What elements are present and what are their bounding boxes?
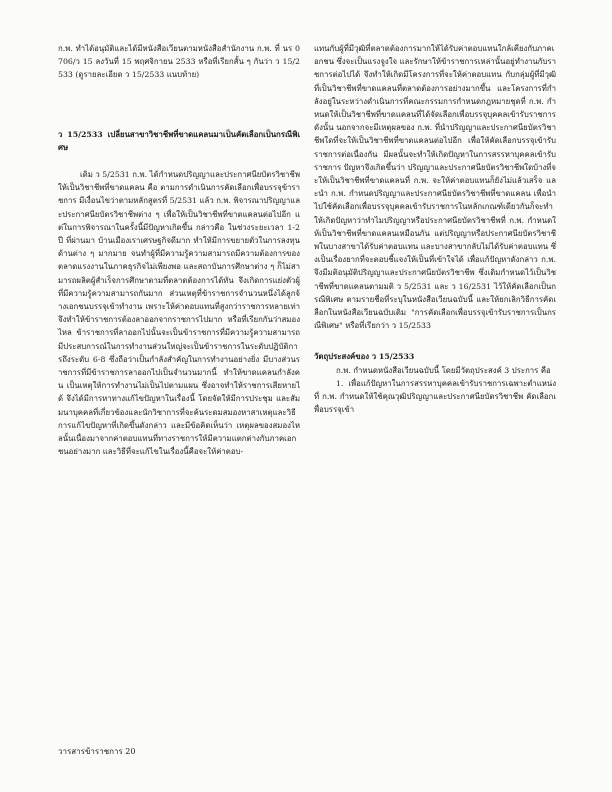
right-column <box>314 42 556 416</box>
body-paragraph: เดิม ว 5/2531 ก.พ. ได้กำหนดปริญญาและประกาศนียบัตรวิชาชีพให้เป็นวิชาชีพที่ขาดแคลน คือ ตามการดำเนินการคัดเลือกเพื่อบรรจุข้าราชการ มีเงื่อนไขว่าตามหลักสูตรที่ 5/2531 แล้ว ก.พ. พิจารณาปริญญาและประกาศนียบัตรวิชาชีพต่าง ๆ เพื่อให้เป็นวิชาชีพที่ขาดแคลนต่อไปอีก แต่ในการพิจารณาในครั้งนี้มีปัญหาเกิดขึ้น กล่าวคือ ในช่วงระยะเวลา 1-2 ปี ที่ผ่านมา บ้านเมืองเราเศรษฐกิจดีมาก ทำให้มีการขยายตัวในการลงทุนด้านต่าง ๆ มากมาย จนทำผู้ที่มีความรู้ความสามารถมีความต้องการของตลาดแรงงานในภาคธุรกิจไม่เพียงพอ และสถาบันการศึกษาต่าง ๆ ก็ไม่สามารถผลิตผู้สำเร็จการศึกษาตามที่ตลาดต้องการได้ทัน จึงเกิดการแย่งตัวผู้ที่มีความรู้ความสามารถกันมาก ส่วนเหตุที่ข้าราชการจำนวนหนึ่งได้ลูกจ้างเอกชนบรรจุเข้าทำงาน เพราะให้ค่าตอบแทนที่สูงกว่าราชการหลายเท่า จึงทำให้ข้าราชการต้องลาออกจากราชการไปมาก หรือที่เรียกกันว่าสมองไหล ข้าราชการที่ลาออกไปนั้นจะเป็นข้าราชการที่มีความรู้ความสามารถมีประสบการณ์ในการทำงานส่วนใหญ่จะเป็นข้าราชการในระดับปฏิบัติการถึงระดับ 6-8 ซึ่งถือว่าเป็นกำลังสำคัญในการทำงานอย่างยิ่ง มีบางส่วนราชการที่มีข้าราชการลาออกไปเป็นจำนวนมากนี้ ทำให้ขาดแคลนกำลังคน เป็นเหตุให้การทำงานไม่เป็นไปตามแผน ซึ่งอาจทำให้ราชการเสียหายได้ จึงได้มีการหาทางแก้ไขปัญหาในเรื่องนี้ โดยจัดให้มีการประชุม และสัมมนาบุคคลที่เกี่ยวข้องและนักวิชาการที่จะค้นระดมสมองหาสาเหตุและวิธีการแก้ไขปัญหาที่เกิดขึ้นดังกล่าว และมีข้อคิดเห็นว่า เหตุผลของสมองไหลนั้นเนื่องมาจากค่าตอบแทนที่ทางราชการให้มีความแตกต่างกับภาคเอกชนอย่างมาก และวิธีที่จะแก้ไขในเรื่องนี้คือจะให้ค่าตอบ- <box>58 170 300 457</box>
intro-paragraph: ก.พ. ทำได้อนุมัติและได้มีหนังสือเวียนตามหนังสือสำนักงาน ก.พ. ที่ นร 0706/ว 15 ลงวันที่ 15 พฤศจิกายน 2533 หรือที่เรียกสั้น ๆ กันว่า ว 15/2533 (ดูรายละเอียด ว 15/2533 แนบท้าย) <box>58 44 300 80</box>
left-column <box>58 42 300 458</box>
objectives-intro: ก.พ. กำหนดหนังสือเวียนฉบับนี้ โดยมีวัตถุประสงค์ 3 ประการ คือ <box>336 365 551 375</box>
objectives-heading: วัตถุประสงค์ของ ว 15/2533 <box>314 352 415 362</box>
objective-1: 1. เพื่อแก้ปัญหาในการสรรหาบุคคลเข้ารับราชการเฉพาะตำแหน่งที่ ก.พ. กำหนดให้ใช้คุณวุฒิปริญญาและประกาศนียบัตรวิชาชีพ คัดเลือกเพื่อบรรจุเข้า <box>314 378 556 415</box>
section-heading: ว 15/2533 เปลี่ยนสาขาวิชาชีพที่ขาดแคลนมาเป็นคัดเลือกเป็นกรณีพิเศษ <box>58 129 300 152</box>
page-footer: วารสารข้าราชการ 20 <box>58 747 136 756</box>
spacer <box>314 332 556 346</box>
body-paragraph-continued: แทนกับผู้ที่มีวุฒิที่ตลาดต้องการมากให้ได้รับค่าตอบแทนใกล้เคียงกับภาคเอกชน ซึ่งจะเป็นแรงจูงใจ และรักษาให้ข้าราชการเหล่านั้นอยู่ทำงานกับราชการต่อไปได้ จึงทำให้เกิดมีโครงการที่จะให้ค่าตอบแทน กับกลุ่มผู้ที่มีวุฒิที่เป็นวิชาชีพที่ขาดแคลนที่ตลาดต้องการอย่างมากขึ้น และโครงการที่กำลังอยู่ในระหว่างดำเนินการที่คณะกรรมการกำหนดกฎหมายชุดที่ ก.พ. กำหนดให้เป็นวิชาชีพที่ขาดแคลนที่ได้จัดเลือกเพื่อบรรจุบุคคลเข้ารับราชการ ดังนั้น นอกจากจะมีเหตุผลของ ก.พ. ที่นำปริญญาและประกาศนียบัตรวิชาชีพใดที่จะให้เป็นวิชาชีพที่ขาดแคลนต่อไปอีก เพื่อให้คัดเลือกบรรจุเข้ารับราชการต่อเนื่องกัน มีผลนั้นจะทำให้เกิดปัญหาในการสรรหาบุคคลเข้ารับราชการ ปัญหาจึงเกิดขึ้นว่า ปริญญาและประกาศนียบัตรวิชาชีพใดบ้างที่จะให้เป็นวิชาชีพที่ขาดแคลนที่ ก.พ. จะให้ค่าตอบแทนก็ยังไม่แล้วเสร็จ และนำ ก.พ. กำหนดปริญญาและประกาศนียบัตรวิชาชีพที่ขาดแคลน เพื่อนำไปใช้คัดเลือกเพื่อบรรจุบุคคลเข้ารับราชการในหลักเกณฑ์เดียวกันก็จะทำให้เกิดปัญหาว่าทำไมปริญญาหรือประกาศนียบัตรวิชาชีพที่ ก.พ. กำหนดให้เป็นวิชาชีพที่ขาดแคลนเหมือนกัน แต่ปริญญาหรือประกาศนียบัตรวิชาชีพในบางสาขาได้รับค่าตอบแทน และบางสาขากลับไม่ได้รับค่าตอบแทน ซึ่งเป็นเรื่องยากที่จะตอบชี้แจงให้เป็นที่เข้าใจได้ เพื่อแก้ปัญหาดังกล่าว ก.พ. จึงมีมติอนุมัติปริญญาและประกาศนียบัตรวิชาชีพ ซึ่งเดิมกำหนดไว้เป็นวิชาชีพที่ขาดแคลนตามมติ ว 5/2531 และ ว 16/2531 ไว้ให้คัดเลือกเป็นกรณีพิเศษ ตามรายชื่อที่ระบุในหนังสือเวียนฉบับนี้ และให้ยกเลิกวิธีการคัดเลือกในหนังสือเวียนฉบับเดิม "การคัดเลือกเพื่อบรรจุเข้ารับราชการเป็นกรณีพิเศษ" หรือที่เรียกว่า ว 15/2533 <box>314 44 556 331</box>
